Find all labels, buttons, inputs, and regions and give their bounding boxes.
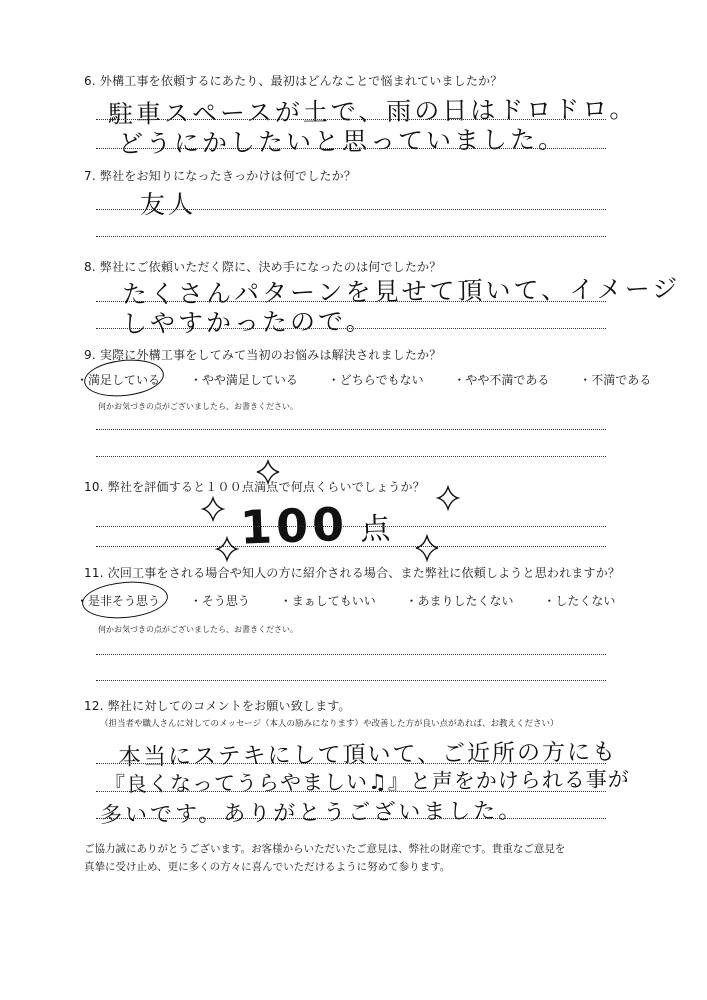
footer-message (84, 840, 565, 876)
sparkle-icon (438, 487, 458, 509)
q9-option-satisfied[interactable]: ・満足している (76, 373, 161, 387)
q6-answer-line2: どうにかしたいと思っていました。 (117, 124, 567, 159)
q9-question: 9. 実際に外構工事をしてみて当初のお悩みは解決されましたか？ (84, 348, 442, 362)
q11-question: 11. 次回工事をされる場合や知人の方に紹介される場合、また弊社に依頼しようと思われますか？ (84, 566, 621, 580)
q7-answer: 友人 (139, 189, 197, 220)
q8-answer-line2: しやすかったので。 (121, 306, 374, 339)
answer-line (96, 680, 606, 681)
answer-line (96, 654, 606, 655)
q12-answer-line1: 本当にステキにして頂いて、ご近所の方にも (117, 739, 618, 771)
sparkle-icon (203, 498, 223, 520)
q11-option-yes[interactable]: ・そう思う (189, 594, 250, 608)
sparkle-icon (257, 461, 279, 483)
q10-score-unit: 点 (359, 511, 395, 548)
q8-question: 8. 弊社にご依頼いただく際に、決め手になったのは何でしたか？ (84, 260, 442, 274)
q12-answer-line3: 多いです。ありがとうございました。 (99, 798, 524, 829)
footer-line1: ご協力誠にありがとうございます。お客様からいただいたご意見は、弊社の財産です。貴重なご意見を (84, 843, 566, 855)
q12-answer-line2: 『良くなってうらやましい♫』と声をかけられる事が (103, 767, 630, 797)
q11-option-rather-not[interactable]: ・あまりしたくない (405, 594, 514, 608)
answer-line (96, 791, 606, 792)
q9-option-neutral[interactable]: ・どちらでもない (327, 373, 424, 387)
q11-option-no[interactable]: ・したくない (543, 594, 616, 608)
q6-answer-line1: 駐車スペースが土で、雨の日はドロドロ。 (107, 94, 638, 129)
q10-score-value: 100 (239, 496, 349, 555)
q12-sub: （担当者や職人さんに対してのメッセージ（本人の励みになります）や改善した方が良い点があれば、お教えください） (100, 719, 559, 729)
q8-answer-line1: たくさんパターンを見せて頂いて、イメージ (121, 274, 681, 309)
answer-line (96, 818, 606, 819)
q7-question: 7. 弊社をお知りになったきっかけは何でしたか？ (84, 169, 357, 183)
q11-option-maybe[interactable]: ・まぁしてもいい (279, 594, 376, 608)
q6-question: 6. 外構工事を依頼するにあたり、最初はどんなことで悩まれていましたか？ (84, 74, 503, 88)
q9-note: 何かお気づきの点がございましたら、お書きください。 (98, 402, 298, 411)
q12-question: 12. 弊社に対してのコメントをお願い致します。 (84, 699, 351, 713)
footer-line2: 真摯に受け止め、更に多くの方々に喜んでいただけるように努めて参ります。 (84, 861, 451, 873)
sparkle-icon (416, 536, 438, 560)
q9-option-somewhat-satisfied[interactable]: ・やや満足している (189, 373, 298, 387)
q9-option-somewhat-dissatisfied[interactable]: ・やや不満である (453, 373, 550, 387)
q11-option-definitely[interactable]: ・是非そう思う (76, 594, 161, 608)
q9-option-dissatisfied[interactable]: ・不満である (579, 373, 652, 387)
q10-question: 10. 弊社を評価すると１００点満点で何点くらいでしょうか？ (84, 480, 425, 494)
sparkle-icon (217, 538, 237, 560)
q11-note: 何かお気づきの点がございましたら、お書きください。 (98, 625, 298, 634)
